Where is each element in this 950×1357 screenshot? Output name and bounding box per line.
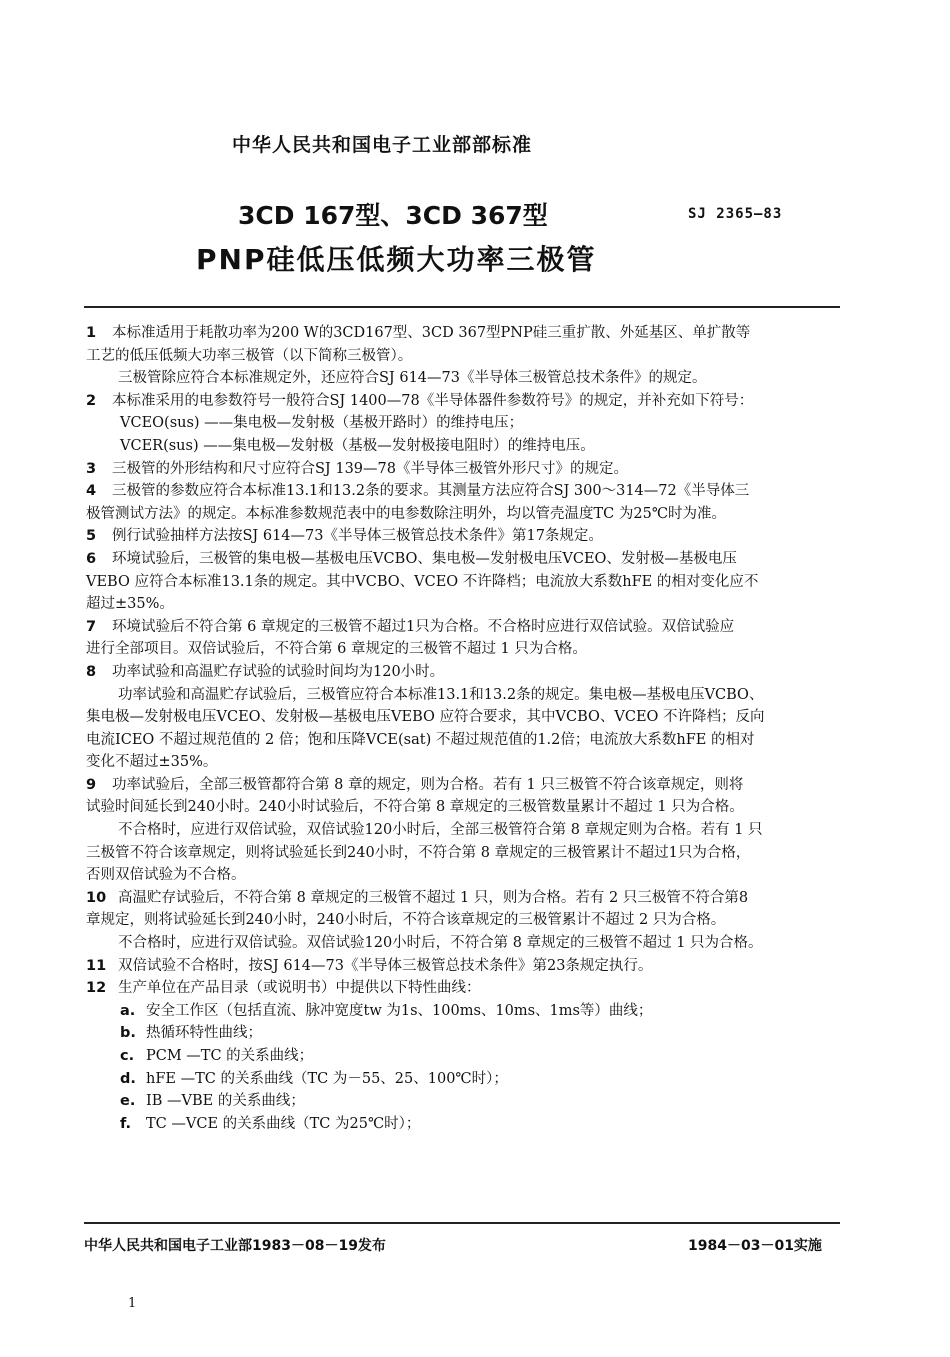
clause-continuation xyxy=(86,571,846,594)
symbol-definition: VCER(sus) ——集电极—发射极（基极—发射极接电阻时）的维持电压。 xyxy=(120,437,595,454)
list-marker: b. xyxy=(120,1025,136,1042)
list-text: IB —VBE 的关系曲线； xyxy=(146,1093,305,1110)
issue-date: 中华人民共和国电子工业部1983－08－19发布 xyxy=(84,1238,386,1254)
clause-continuation xyxy=(86,909,846,932)
effective-date: 1984－03－01实施 xyxy=(688,1238,822,1254)
clause-text: 功率试验后，全部三极管都符合第 8 章的规定，则为合格。若有 1 只三极管不符合该章规定，则将 xyxy=(112,776,744,793)
list-marker: d. xyxy=(120,1070,136,1087)
clause-text: 工艺的低压低频大功率三极管（以下简称三极管）。 xyxy=(86,347,413,364)
clause-number: 2 xyxy=(86,392,97,409)
clause-line xyxy=(86,525,846,548)
clause-continuation xyxy=(86,593,846,616)
clause-text: 本标准采用的电参数符号一般符合SJ 1400—78《半导体器件参数符号》的规定，并补充如下符号： xyxy=(112,392,754,409)
clause-text: 高温贮存试验后，不符合第 8 章规定的三极管不超过 1 只，则为合格。若有 2 只三极管不符合第8 xyxy=(118,889,749,906)
curve-list-item xyxy=(86,1090,846,1113)
list-text: PCM —TC 的关系曲线； xyxy=(146,1048,314,1064)
clause-line xyxy=(86,390,846,413)
clause-continuation xyxy=(86,345,846,368)
list-marker: a. xyxy=(120,1002,136,1019)
clause-line xyxy=(86,774,846,797)
clause-text: 三极管的外形结构和尺寸应符合SJ 139—78《半导体三极管外形尺寸》的规定。 xyxy=(112,460,628,477)
clause-number: 10 xyxy=(86,889,107,906)
clause-line xyxy=(86,548,846,571)
paragraph-continuation: 否则双倍试验为不合格。 xyxy=(86,867,246,884)
paragraph-continuation: 集电极—发射极电压VCEO、发射极—基极电压VEBO 应符合要求，其中VCBO、VCEO 不许降档；反向 xyxy=(86,709,765,726)
paragraph-indented: 三极管除应符合本标准规定外，还应符合SJ 614—73《半导体三极管总技术条件》的规定。 xyxy=(118,370,707,387)
list-text: 热循环特性曲线； xyxy=(146,1025,262,1042)
list-text: 安全工作区（包括直流、脉冲宽度tw 为1s、100ms、10ms、1ms等）曲线； xyxy=(146,1002,653,1019)
paragraph-indented: 不合格时，应进行双倍试验，双倍试验120小时后，全部三极管符合第 8 章规定则为合格。若有 1 只 xyxy=(118,822,763,839)
clause-continuation xyxy=(86,796,846,819)
standard-code: SJ 2365—83 xyxy=(688,206,783,222)
paragraph-indented: 功率试验和高温贮存试验后，三极管应符合本标准13.1和13.2条的规定。集电极—基极电压VCBO、 xyxy=(118,686,764,703)
clause-text: 功率试验和高温贮存试验的试验时间均为120小时。 xyxy=(112,663,445,680)
document-title-description: PNP硅低压低频大功率三极管 xyxy=(196,243,597,276)
clause-line xyxy=(86,661,846,684)
clause-line xyxy=(86,480,846,503)
clause-line xyxy=(86,887,846,910)
clause-number: 1 xyxy=(86,325,97,341)
list-text: TC —VCE 的关系曲线（TC 为25℃时）； xyxy=(146,1115,421,1132)
clause-text: 进行全部项目。双倍试验后，不符合第 6 章规定的三极管不超过 1 只为合格。 xyxy=(86,641,587,658)
paragraph-continuation: 三极管不符合该章规定，则将试验延长到240小时，不符合第 8 章规定的三极管累计不超过1只为合格， xyxy=(86,844,751,861)
clause-line xyxy=(86,458,846,481)
clause-text: VEBO 应符合本标准13.1条的规定。其中VCBO、VCEO 不许降档；电流放大系数hFE 的相对变化应不 xyxy=(86,573,759,590)
clause-text: 三极管的参数应符合本标准13.1和13.2条的要求。其测量方法应符合SJ 300～314—72《半导体三 xyxy=(112,483,750,500)
clause-text: 超过±35%。 xyxy=(86,596,174,613)
top-divider xyxy=(84,306,840,308)
list-marker: f. xyxy=(120,1115,132,1132)
clause-line xyxy=(86,616,846,639)
paragraph-continuation: 电流ICEO 不超过规范值的 2 倍；饱和压降VCE(sat) 不超过规范值的1.2倍；电流放大系数hFE 的相对 xyxy=(86,731,755,748)
page-number: 1 xyxy=(128,1296,137,1311)
clause-line xyxy=(86,955,846,978)
clause-line xyxy=(86,322,846,345)
symbol-definition: VCEO(sus) ——集电极—发射极（基极开路时）的维持电压； xyxy=(120,415,524,432)
clause-text: 极管测试方法》的规定。本标准参数规范表中的电参数除注明外，均以管壳温度TC 为25℃时为准。 xyxy=(86,505,727,522)
curve-list-item xyxy=(86,1068,846,1091)
clause-number: 5 xyxy=(86,528,97,545)
curve-list-item xyxy=(86,1000,846,1023)
clause-text: 环境试验后不符合第 6 章规定的三极管不超过1只为合格。不合格时应进行双倍试验。双倍试验应 xyxy=(112,618,735,635)
document-title-models: 3CD 167型、3CD 367型 xyxy=(238,201,548,230)
issuing-organization: 中华人民共和国电子工业部部标准 xyxy=(232,134,533,156)
clause-number: 7 xyxy=(86,618,97,635)
clause-text: 生产单位在产品目录（或说明书）中提供以下特性曲线： xyxy=(118,980,481,997)
clause-continuation xyxy=(86,503,846,526)
clause-number: 3 xyxy=(86,460,97,477)
clause-text: 本标准适用于耗散功率为200 W的3CD167型、3CD 367型PNP硅三重扩散、外延基区、单扩散等 xyxy=(112,325,751,341)
list-marker: c. xyxy=(120,1048,135,1064)
paragraph-indented: 不合格时，应进行双倍试验。双倍试验120小时后，不符合第 8 章规定的三极管不超过 1 只为合格。 xyxy=(118,935,763,952)
clause-line xyxy=(86,977,846,1000)
clause-text: 双倍试验不合格时，按SJ 614—73《半导体三极管总技术条件》第23条规定执行。 xyxy=(118,957,653,974)
clause-number: 9 xyxy=(86,776,97,793)
clause-number: 6 xyxy=(86,550,97,567)
clause-text: 例行试验抽样方法按SJ 614—73《半导体三极管总技术条件》第17条规定。 xyxy=(112,528,603,545)
clause-number: 8 xyxy=(86,663,97,680)
bottom-divider xyxy=(84,1222,840,1224)
curve-list-item xyxy=(86,1045,846,1068)
clause-number: 12 xyxy=(86,980,107,997)
paragraph-continuation: 变化不超过±35%。 xyxy=(86,754,218,771)
curve-list-item xyxy=(86,1022,846,1045)
clause-number: 4 xyxy=(86,483,97,500)
list-text: hFE —TC 的关系曲线（TC 为－55、25、100℃时）； xyxy=(146,1070,508,1087)
clause-number: 11 xyxy=(86,957,107,974)
clause-text: 章规定，则将试验延长到240小时，240小时后，不符合该章规定的三极管累计不超过 2 只为合格。 xyxy=(86,912,726,929)
clause-text: 试验时间延长到240小时。240小时试验后，不符合第 8 章规定的三极管数量累计不超过 1 只为合格。 xyxy=(86,799,744,816)
document-body xyxy=(86,322,846,1135)
curve-list-item xyxy=(86,1113,846,1136)
clause-text: 环境试验后，三极管的集电极—基极电压VCBO、集电极—发射极电压VCEO、发射极—基极电压 xyxy=(112,550,737,567)
clause-continuation xyxy=(86,638,846,661)
list-marker: e. xyxy=(120,1093,136,1110)
